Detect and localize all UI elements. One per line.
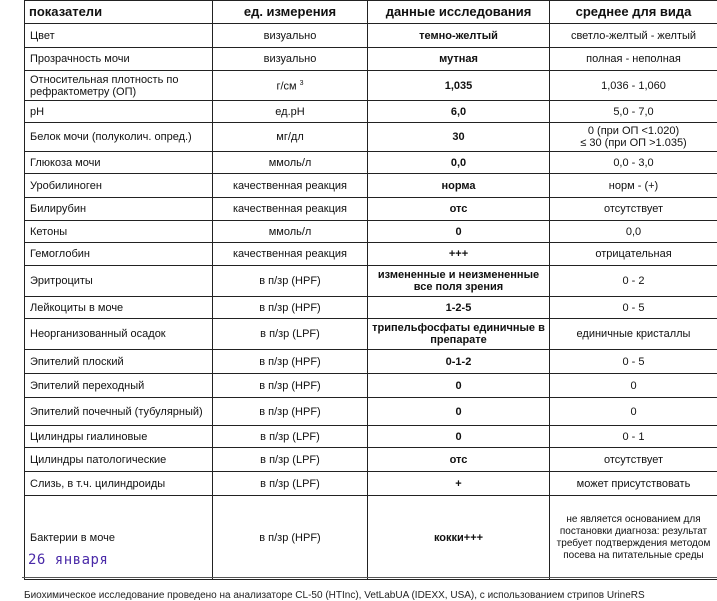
table-row (25, 101, 717, 123)
result-value-text: 1-2-5 (446, 302, 472, 314)
table-row (25, 496, 717, 580)
result-value-text: отс (450, 454, 468, 466)
result-value (368, 48, 550, 71)
parameter-name (25, 266, 213, 297)
parameter-name-text: Относительная плотность по рефрактометру (ОП) (30, 74, 178, 98)
unit-text: качественная реакция (233, 248, 347, 260)
reference-range (550, 496, 717, 580)
parameter-name (25, 71, 213, 101)
unit-superscript: 3 (300, 80, 304, 87)
result-value (368, 71, 550, 101)
result-value-text: + (455, 478, 461, 490)
reference-range (550, 123, 717, 152)
result-value-text: 1,035 (445, 80, 473, 92)
result-value (368, 319, 550, 350)
reference-range (550, 398, 717, 426)
unit-text: качественная реакция (233, 180, 347, 192)
parameter-name-text: Эпителий переходный (30, 380, 144, 392)
parameter-name (25, 448, 213, 472)
unit (213, 24, 368, 48)
handwritten-date: 26 января (28, 552, 108, 568)
reference-range (550, 174, 717, 198)
header-reference: среднее для вида (550, 1, 717, 24)
reference-range-text: 0 (при ОП <1.020) ≤ 30 (при ОП >1.035) (580, 125, 686, 149)
table-row (25, 448, 717, 472)
result-value (368, 266, 550, 297)
reference-range (550, 152, 717, 174)
unit (213, 243, 368, 266)
parameter-name (25, 374, 213, 398)
parameter-name (25, 152, 213, 174)
result-value-text: 0 (455, 380, 461, 392)
reference-range-text: норм - (+) (609, 180, 658, 192)
table-row (25, 71, 717, 101)
result-value (368, 448, 550, 472)
parameter-name-text: Эпителий почечный (тубулярный) (30, 406, 203, 418)
unit (213, 448, 368, 472)
result-value (368, 243, 550, 266)
reference-range-text: 0 - 2 (622, 275, 644, 287)
unit-text: в п/зр (LPF) (260, 328, 320, 340)
reference-range-text: 0,0 - 3,0 (613, 157, 653, 169)
header-unit: ед. измерения (213, 1, 368, 24)
table-row (25, 174, 717, 198)
result-value (368, 297, 550, 319)
parameter-name-text: Глюкоза мочи (30, 157, 100, 169)
unit-text: в п/зр (HPF) (259, 356, 320, 368)
unit-text: мг/дл (276, 131, 303, 143)
reference-range-text: 0 (630, 380, 636, 392)
unit (213, 426, 368, 448)
reference-range-text: отсутствует (604, 203, 663, 215)
reference-range-text: 1,036 - 1,060 (601, 80, 666, 92)
table-row (25, 221, 717, 243)
parameter-name-text: pH (30, 106, 44, 118)
result-value (368, 426, 550, 448)
parameter-name (25, 319, 213, 350)
reference-range-text: 0 (630, 406, 636, 418)
parameter-name-text: Неорганизованный осадок (30, 328, 166, 340)
unit (213, 152, 368, 174)
table-row (25, 350, 717, 374)
unit (213, 101, 368, 123)
reference-range-text: полная - неполная (586, 53, 681, 65)
result-value (368, 374, 550, 398)
unit (213, 71, 368, 101)
result-value (368, 123, 550, 152)
result-value-text: темно-желтый (419, 30, 498, 42)
unit (213, 350, 368, 374)
result-value (368, 398, 550, 426)
reference-range-text: не является основанием для постановки диагноза: результат требует подтверждения методом посева на питательные среды (557, 514, 711, 561)
reference-range (550, 350, 717, 374)
table-row (25, 398, 717, 426)
unit-text: в п/зр (HPF) (259, 275, 320, 287)
table-row (25, 48, 717, 71)
reference-range (550, 101, 717, 123)
parameter-name (25, 426, 213, 448)
result-value (368, 152, 550, 174)
footer-note: Биохимическое исследование проведено на анализаторе CL-50 (HTInc), VetLabUA (IDEXX, USA), с использованием стрипов UrineRS (24, 590, 717, 601)
parameter-name (25, 48, 213, 71)
parameter-name-text: Белок мочи (полуколич. опред.) (30, 131, 192, 143)
result-value-text: 0 (455, 406, 461, 418)
unit (213, 198, 368, 221)
header-parameter: показатели (25, 1, 213, 24)
unit (213, 174, 368, 198)
table-row (25, 319, 717, 350)
parameter-name (25, 350, 213, 374)
unit (213, 374, 368, 398)
result-value (368, 472, 550, 496)
unit (213, 266, 368, 297)
reference-range-text: 0 - 5 (622, 302, 644, 314)
parameter-name-text: Уробилиноген (30, 180, 102, 192)
parameter-name-text: Билирубин (30, 203, 86, 215)
parameter-name-text: Гемоглобин (30, 248, 90, 260)
parameter-name (25, 243, 213, 266)
result-value-text: норма (441, 180, 475, 192)
unit-text: визуально (264, 53, 317, 65)
parameter-name (25, 472, 213, 496)
parameter-name-text: Кетоны (30, 226, 67, 238)
reference-range (550, 221, 717, 243)
reference-range-text: может присутствовать (577, 478, 691, 490)
reference-range (550, 297, 717, 319)
result-value (368, 174, 550, 198)
parameter-name (25, 123, 213, 152)
table-row (25, 426, 717, 448)
result-value-text: 6,0 (451, 106, 466, 118)
unit-text: качественная реакция (233, 203, 347, 215)
result-value-text: мутная (439, 53, 478, 65)
unit-text: в п/зр (LPF) (260, 431, 320, 443)
result-value (368, 221, 550, 243)
parameter-name-text: Цилиндры патологические (30, 454, 166, 466)
parameter-name-text: Слизь, в т.ч. цилиндроиды (30, 478, 165, 490)
reference-range (550, 48, 717, 71)
parameter-name (25, 398, 213, 426)
unit-text: ммоль/л (269, 157, 312, 169)
unit (213, 398, 368, 426)
unit-text: в п/зр (LPF) (260, 454, 320, 466)
table-header-row (25, 1, 717, 24)
result-value-text: трипельфосфаты единичные в препарате (372, 322, 545, 346)
reference-range (550, 374, 717, 398)
unit-text: в п/зр (HPF) (259, 380, 320, 392)
reference-range-text: отсутствует (604, 454, 663, 466)
result-value-text: 0 (455, 431, 461, 443)
parameter-name (25, 198, 213, 221)
unit (213, 472, 368, 496)
reference-range (550, 448, 717, 472)
table-row (25, 152, 717, 174)
reference-range (550, 71, 717, 101)
unit (213, 319, 368, 350)
reference-range (550, 266, 717, 297)
unit (213, 297, 368, 319)
reference-range-text: единичные кристаллы (577, 328, 691, 340)
result-value (368, 24, 550, 48)
table-row (25, 472, 717, 496)
parameter-name-text: Прозрачность мочи (30, 53, 130, 65)
table-row (25, 24, 717, 48)
result-value-text: 30 (452, 131, 464, 143)
result-value-text: кокки+++ (434, 532, 483, 544)
reference-range-text: светло-желтый - желтый (571, 30, 696, 42)
reference-range (550, 243, 717, 266)
unit-text: в п/зр (LPF) (260, 478, 320, 490)
unit-text: в п/зр (HPF) (259, 532, 320, 544)
result-value-text: измененные и неизмененные все поля зрения (378, 269, 539, 293)
parameter-name (25, 221, 213, 243)
reference-range-text: 5,0 - 7,0 (613, 106, 653, 118)
unit-text: в п/зр (HPF) (259, 406, 320, 418)
parameter-name (25, 101, 213, 123)
parameter-name-text: Цилиндры гиалиновые (30, 431, 147, 443)
reference-range (550, 319, 717, 350)
table-row (25, 374, 717, 398)
unit-text: г/см (276, 81, 296, 93)
table-row (25, 198, 717, 221)
reference-range (550, 198, 717, 221)
unit-text: ед.pH (275, 106, 304, 118)
result-value-text: отс (450, 203, 468, 215)
reference-range-text: 0,0 (626, 226, 641, 238)
result-value-text: 0,0 (451, 157, 466, 169)
result-value-text: +++ (449, 248, 468, 260)
parameter-name (25, 297, 213, 319)
result-value (368, 350, 550, 374)
parameter-name-text: Лейкоциты в моче (30, 302, 123, 314)
table-row (25, 123, 717, 152)
header-result: данные исследования (368, 1, 550, 24)
unit (213, 48, 368, 71)
unit (213, 496, 368, 580)
reference-range (550, 426, 717, 448)
result-value (368, 198, 550, 221)
reference-range (550, 24, 717, 48)
reference-range-text: отрицательная (595, 248, 671, 260)
unit (213, 221, 368, 243)
result-value-text: 0 (455, 226, 461, 238)
table-row (25, 297, 717, 319)
parameter-name-text: Бактерии в моче (30, 532, 115, 544)
urinalysis-table (24, 0, 717, 580)
reference-range-text: 0 - 5 (622, 356, 644, 368)
parameter-name-text: Эпителий плоский (30, 356, 124, 368)
reference-range (550, 472, 717, 496)
unit-text: в п/зр (HPF) (259, 302, 320, 314)
table-row (25, 243, 717, 266)
result-value (368, 101, 550, 123)
reference-range-text: 0 - 1 (622, 431, 644, 443)
parameter-name-text: Цвет (30, 30, 55, 42)
result-value-text: 0-1-2 (446, 356, 472, 368)
unit-text: визуально (264, 30, 317, 42)
unit-text: ммоль/л (269, 226, 312, 238)
unit (213, 123, 368, 152)
parameter-name-text: Эритроциты (30, 275, 93, 287)
table-row (25, 266, 717, 297)
footer-divider (22, 577, 717, 578)
parameter-name (25, 24, 213, 48)
parameter-name (25, 174, 213, 198)
result-value (368, 496, 550, 580)
